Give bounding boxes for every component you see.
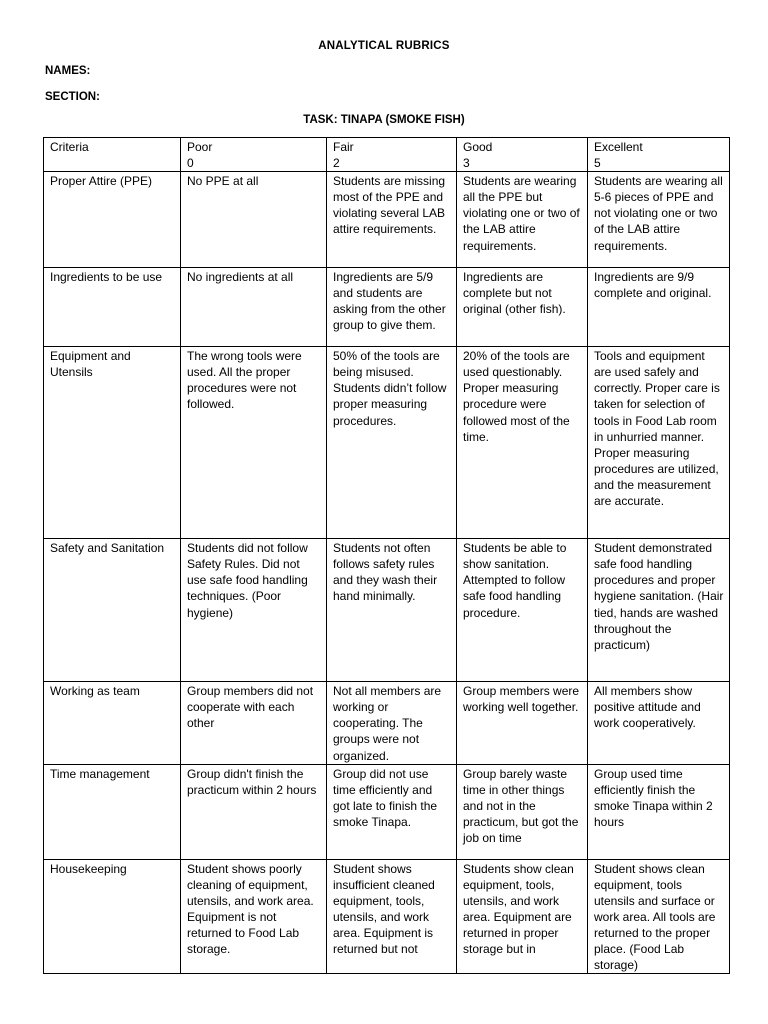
criterion-cell: Equipment and Utensils: [44, 347, 181, 539]
table-row: [44, 764, 730, 859]
table-cell: Students be able to show sanitation. Attempted to follow safe food handling procedure.: [457, 539, 588, 682]
table-cell: Student shows insufficient cleaned equipment, tools, utensils, and work area. Equipment is returned but not: [327, 859, 457, 974]
header-level-good: [457, 138, 588, 172]
section-label: SECTION:: [45, 91, 100, 103]
table-row: [44, 539, 730, 682]
criterion-cell: Housekeeping: [44, 859, 181, 974]
table-cell: Student shows clean equipment, tools utensils and surface or work area. All tools are returned to the proper place. (Food Lab storage): [588, 859, 730, 974]
table-row: [44, 347, 730, 539]
table-cell: Students are missing most of the PPE and violating several LAB attire requirements.: [327, 172, 457, 268]
table-cell: Tools and equipment are used safely and correctly. Proper care is taken for selection of tools in Food Lab room in unhurried manner. Proper measuring procedures are utilized, and the measurement are accurate.: [588, 347, 730, 539]
table-row: [44, 268, 730, 347]
table-cell: Students are wearing all 5-6 pieces of PPE and not violating one or two of the LAB attire requirements.: [588, 172, 730, 268]
table-cell: Ingredients are 9/9 complete and original.: [588, 268, 730, 347]
table-cell: Ingredients are complete but not original (other fish).: [457, 268, 588, 347]
names-label: NAMES:: [45, 65, 91, 77]
level-label: Fair: [333, 140, 354, 154]
level-score: 5: [594, 156, 601, 171]
table-cell: Students not often follows safety rules and they wash their hand minimally.: [327, 539, 457, 682]
table-cell: 50% of the tools are being misused. Students didn’t follow proper measuring procedures.: [327, 347, 457, 539]
table-cell: No PPE at all: [181, 172, 327, 268]
criterion-cell: Proper Attire (PPE): [44, 172, 181, 268]
table-cell: All members show positive attitude and work cooperatively.: [588, 682, 730, 764]
table-cell: Group didn't finish the practicum within 2 hours: [181, 764, 327, 859]
table-cell: Group did not use time efficiently and got late to finish the smoke Tinapa.: [327, 764, 457, 859]
header-level-poor: [181, 138, 327, 172]
table-row: [44, 682, 730, 764]
table-cell: Group members did not cooperate with each other: [181, 682, 327, 764]
header-criteria: Criteria: [44, 138, 181, 172]
level-label: Good: [463, 140, 493, 154]
table-row: [44, 859, 730, 974]
criterion-cell: Ingredients to be use: [44, 268, 181, 347]
table-cell: Students show clean equipment, tools, utensils, and work area. Equipment are returned in proper storage but in: [457, 859, 588, 974]
table-cell: Students are wearing all the PPE but violating one or two of the LAB attire requirements.: [457, 172, 588, 268]
document-title: ANALYTICAL RUBRICS: [318, 40, 450, 52]
table-cell: 20% of the tools are used questionably. Proper measuring procedure were followed most of the time.: [457, 347, 588, 539]
header-row: [44, 138, 730, 172]
level-label: Poor: [187, 140, 213, 154]
level-score: 2: [333, 156, 340, 171]
table-cell: Not all members are working or cooperating. The groups were not organized.: [327, 682, 457, 764]
table-cell: Group members were working well together.: [457, 682, 588, 764]
table-cell: The wrong tools were used. All the proper procedures were not followed.: [181, 347, 327, 539]
table-cell: Student shows poorly cleaning of equipment, utensils, and work area. Equipment is not returned to Food Lab storage.: [181, 859, 327, 974]
task-title: TASK: TINAPA (SMOKE FISH): [303, 114, 465, 126]
table-row: [44, 172, 730, 268]
table-cell: Student demonstrated safe food handling procedures and proper hygiene sanitation. (Hair tied, hands are washed throughout the practicum): [588, 539, 730, 682]
table-cell: No ingredients at all: [181, 268, 327, 347]
table-cell: Ingredients are 5/9 and students are asking from the other group to give them.: [327, 268, 457, 347]
level-score: 3: [463, 156, 470, 171]
table-cell: Group barely waste time in other things and not in the practicum, but got the job on time: [457, 764, 588, 859]
table-cell: Group used time efficiently finish the smoke Tinapa within 2 hours: [588, 764, 730, 859]
rubric-table: [43, 137, 730, 974]
table-cell: Students did not follow Safety Rules. Did not use safe food handling techniques. (Poor hygiene): [181, 539, 327, 682]
header-level-fair: [327, 138, 457, 172]
criterion-cell: Time management: [44, 764, 181, 859]
level-score: 0: [187, 156, 194, 171]
criterion-cell: Working as team: [44, 682, 181, 764]
level-label: Excellent: [594, 140, 643, 154]
header-level-excellent: [588, 138, 730, 172]
criterion-cell: Safety and Sanitation: [44, 539, 181, 682]
